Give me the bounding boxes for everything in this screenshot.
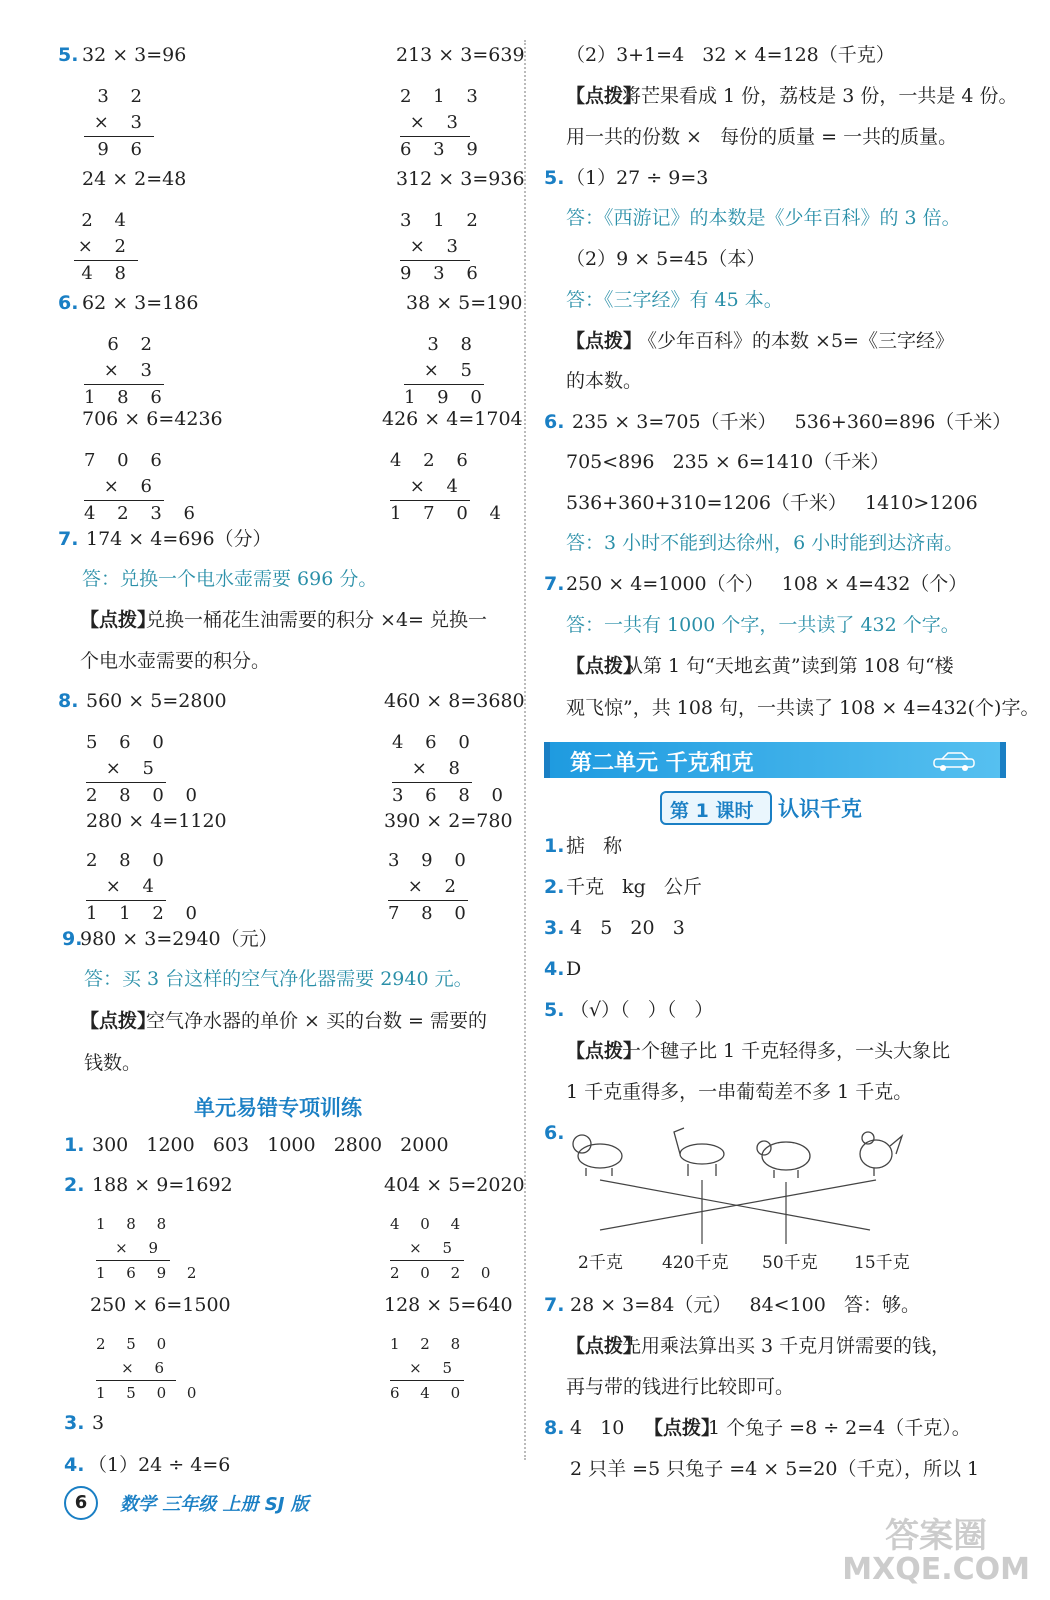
k4-answer: D (566, 958, 582, 980)
q7-number: 7. (58, 528, 79, 550)
q6-eq4: 426 × 4=1704 (382, 408, 523, 430)
q9-tip-line1: 空气净水器的单价 × 买的台数 = 需要的 (146, 1010, 487, 1032)
e2-eq2: 404 × 5=2020 (384, 1174, 525, 1196)
r5-tip-line1: 《少年百科》的本数 ×5=《三字经》 (638, 330, 954, 352)
column-divider (524, 40, 526, 1460)
q6-eq1: 62 × 3=186 (82, 292, 199, 314)
e2-vertical-2: 4 0 4 × 5 2 0 2 0 (390, 1212, 464, 1285)
q5-vertical-3: 2 4 × 2 4 8 (74, 208, 138, 287)
e3-number: 3. (64, 1412, 85, 1434)
k7-tip-line1: 先用乘法算出买 3 千克月饼需要的钱， (622, 1335, 951, 1357)
k7-answer: 28 × 3=84（元） 84<100 答：够。 (570, 1294, 920, 1316)
r5-part2: （2）9 × 5=45（本） (566, 248, 766, 270)
dog-icon (573, 1135, 622, 1176)
k8-tip-line1: 1 个兔子 =8 ÷ 2=4（千克）。 (708, 1417, 971, 1439)
footer-brand: 数学 三年级 上册 SJ 版 (120, 1494, 309, 1515)
k8-tip-label: 【点拨】 (644, 1417, 721, 1439)
q8-number: 8. (58, 690, 79, 712)
r7-answer: 答：一共有 1000 个字，一共读了 432 个字。 (566, 614, 960, 636)
k7-tip-label: 【点拨】 (566, 1335, 643, 1357)
r7-tip-line2: 观飞惊”，共 108 句，一共读了 108 × 4=432(个)字。 (566, 697, 1040, 719)
q7-answer: 答：兑换一个电水壶需要 696 分。 (82, 568, 378, 590)
r6-line1: 235 × 3=705（千米） 536+360=896（千米） (572, 411, 1012, 433)
car-icon (930, 750, 980, 772)
k7-number: 7. (544, 1294, 565, 1316)
unit-banner-title: 第二单元 千克和克 (570, 751, 754, 776)
q7-tip-line1: 兑换一桶花生油需要的积分 ×4= 兑换一 (146, 609, 488, 631)
q6-vertical-1: 6 2 × 3 1 8 6 (84, 332, 164, 411)
chicken-icon (860, 1132, 902, 1176)
q8-vertical-1: 5 6 0 × 5 2 8 0 0 (86, 730, 166, 809)
k8-tip-line2: 2 只羊 =5 只兔子 =4 × 5=20（千克），所以 1 (570, 1458, 980, 1480)
banner-end-bar (1000, 742, 1006, 778)
k5-tip-label: 【点拨】 (566, 1040, 643, 1062)
q5-number: 5. (58, 44, 79, 66)
lesson-title: 认识千克 (778, 797, 862, 821)
q7-equation: 174 × 4=696（分） (86, 528, 272, 550)
r5-part1: （1）27 ÷ 9=3 (566, 167, 709, 189)
q6-eq2: 38 × 5=190 (406, 292, 523, 314)
r6-line3: 536+360+310=1206（千米） 1410>1206 (566, 492, 978, 514)
k5-tip-line2: 1 千克重得多，一串葡萄差不多 1 千克。 (566, 1081, 913, 1103)
watermark-line1: 答案圈 (885, 1516, 988, 1556)
k6-label-4: 15千克 (854, 1253, 910, 1273)
k5-answer: （√）（ ）（ ） (570, 999, 714, 1021)
q7-tip-line2: 个电水壶需要的积分。 (80, 650, 271, 672)
k5-number: 5. (544, 999, 565, 1021)
e2-vertical-4: 1 2 8 × 5 6 4 0 (390, 1332, 464, 1405)
k2-number: 2. (544, 876, 565, 898)
r4-tip-label: 【点拨】 (566, 85, 643, 107)
k4-number: 4. (544, 958, 565, 980)
q9-number: 9. (62, 928, 83, 950)
r4-tip-line1: 将芒果看成 1 份，荔枝是 3 份，一共是 4 份。 (622, 85, 1018, 107)
r6-number: 6. (544, 411, 565, 433)
e2-eq1: 188 × 9=1692 (92, 1174, 233, 1196)
k6-label-3: 50千克 (762, 1253, 818, 1273)
q9-answer: 答：买 3 台这样的空气净化器需要 2940 元。 (84, 968, 473, 990)
r5-answer2: 答：《三字经》有 45 本。 (566, 289, 783, 311)
q7-tip-label: 【点拨】 (80, 609, 157, 631)
r5-tip-label: 【点拨】 (566, 330, 643, 352)
k6-label-1: 2千克 (578, 1253, 623, 1273)
e1-number: 1. (64, 1134, 85, 1156)
q5-vertical-2: 2 1 3 × 3 6 3 9 (400, 84, 470, 163)
horse-icon (674, 1128, 724, 1176)
k6-matching-figure (570, 1124, 920, 1254)
q8-vertical-4: 3 9 0 × 2 7 8 0 (388, 848, 468, 927)
e1-answers: 300 1200 603 1000 2800 2000 (92, 1134, 449, 1156)
q6-vertical-3: 7 0 6 × 6 4 2 3 6 (84, 448, 164, 527)
r7-tip-line1: 从第 1 句“天地玄黄”读到第 108 句“楼 (624, 655, 954, 677)
lesson-label: 第 1 课时 (670, 800, 754, 822)
q8-eq2: 460 × 8=3680 (384, 690, 525, 712)
q5-eq2: 213 × 3=639 (396, 44, 525, 66)
e2-vertical-3: 2 5 0 × 6 1 5 0 0 (96, 1332, 176, 1405)
e2-eq3: 250 × 6=1500 (90, 1294, 231, 1316)
q9-equation: 980 × 3=2940（元） (80, 928, 278, 950)
q8-eq4: 390 × 2=780 (384, 810, 513, 832)
q8-vertical-3: 2 8 0 × 4 1 1 2 0 (86, 848, 166, 927)
r7-equation: 250 × 4=1000（个） 108 × 4=432（个） (566, 573, 968, 595)
q5-eq1: 32 × 3=96 (82, 44, 187, 66)
k1-answer: 掂 称 (566, 835, 623, 857)
e4-answer: （1）24 ÷ 4=6 (88, 1454, 231, 1476)
section-title: 单元易错专项训练 (194, 1096, 362, 1120)
e3-answer: 3 (92, 1412, 105, 1434)
r5-answer1: 答：《西游记》的本数是《少年百科》的 3 倍。 (566, 207, 961, 229)
r5-tip-line2: 的本数。 (566, 370, 643, 392)
k8-number: 8. (544, 1417, 565, 1439)
q6-vertical-4: 4 2 6 × 4 1 7 0 4 (390, 448, 470, 527)
r4-tip-line2: 用一共的份数 × 每份的质量 = 一共的质量。 (566, 126, 958, 148)
sheep-icon (757, 1141, 810, 1178)
k6-label-2: 420千克 (662, 1253, 729, 1273)
unit-banner (544, 742, 1002, 778)
q8-eq1: 560 × 5=2800 (86, 690, 227, 712)
r6-line2: 705<896 235 × 6=1410（千米） (566, 451, 890, 473)
q5-vertical-4: 3 1 2 × 3 9 3 6 (400, 208, 470, 287)
k2-answer: 千克 kg 公斤 (566, 876, 702, 898)
q5-eq4: 312 × 3=936 (396, 168, 525, 190)
e2-number: 2. (64, 1174, 85, 1196)
q5-eq3: 24 × 2=48 (82, 168, 187, 190)
q6-eq3: 706 × 6=4236 (82, 408, 223, 430)
q8-eq3: 280 × 4=1120 (86, 810, 227, 832)
k5-tip-line1: 一个毽子比 1 千克轻得多，一头大象比 (622, 1040, 951, 1062)
page-number-badge (64, 1486, 98, 1520)
lesson-label-box (660, 791, 772, 825)
watermark-line2: MXQE.COM (842, 1552, 1030, 1587)
q6-vertical-2: 3 8 × 5 1 9 0 (404, 332, 484, 411)
r7-number: 7. (544, 573, 565, 595)
r5-number: 5. (544, 167, 565, 189)
k1-number: 1. (544, 835, 565, 857)
k3-answer: 4 5 20 3 (570, 917, 685, 939)
k7-tip-line2: 再与带的钱进行比较即可。 (566, 1376, 795, 1398)
q5-vertical-1: 3 2 × 3 9 6 (84, 84, 154, 163)
q9-tip-line2: 钱数。 (84, 1052, 142, 1074)
q8-vertical-2: 4 6 0 × 8 3 6 8 0 (392, 730, 472, 809)
k8-answer: 4 10 (570, 1417, 625, 1439)
k3-number: 3. (544, 917, 565, 939)
r6-answer: 答：3 小时不能到达徐州，6 小时能到达济南。 (566, 532, 964, 554)
q6-number: 6. (58, 292, 79, 314)
q9-tip-label: 【点拨】 (80, 1010, 157, 1032)
e2-vertical-1: 1 8 8 × 9 1 6 9 2 (96, 1212, 170, 1285)
e2-eq4: 128 × 5=640 (384, 1294, 513, 1316)
k6-number: 6. (544, 1122, 565, 1144)
e4-number: 4. (64, 1454, 85, 1476)
page-number: 6 (74, 1492, 88, 1513)
r7-tip-label: 【点拨】 (566, 655, 643, 677)
r4-part2: （2）3+1=4 32 × 4=128（千克） (566, 44, 895, 66)
watermark (842, 1518, 1030, 1586)
